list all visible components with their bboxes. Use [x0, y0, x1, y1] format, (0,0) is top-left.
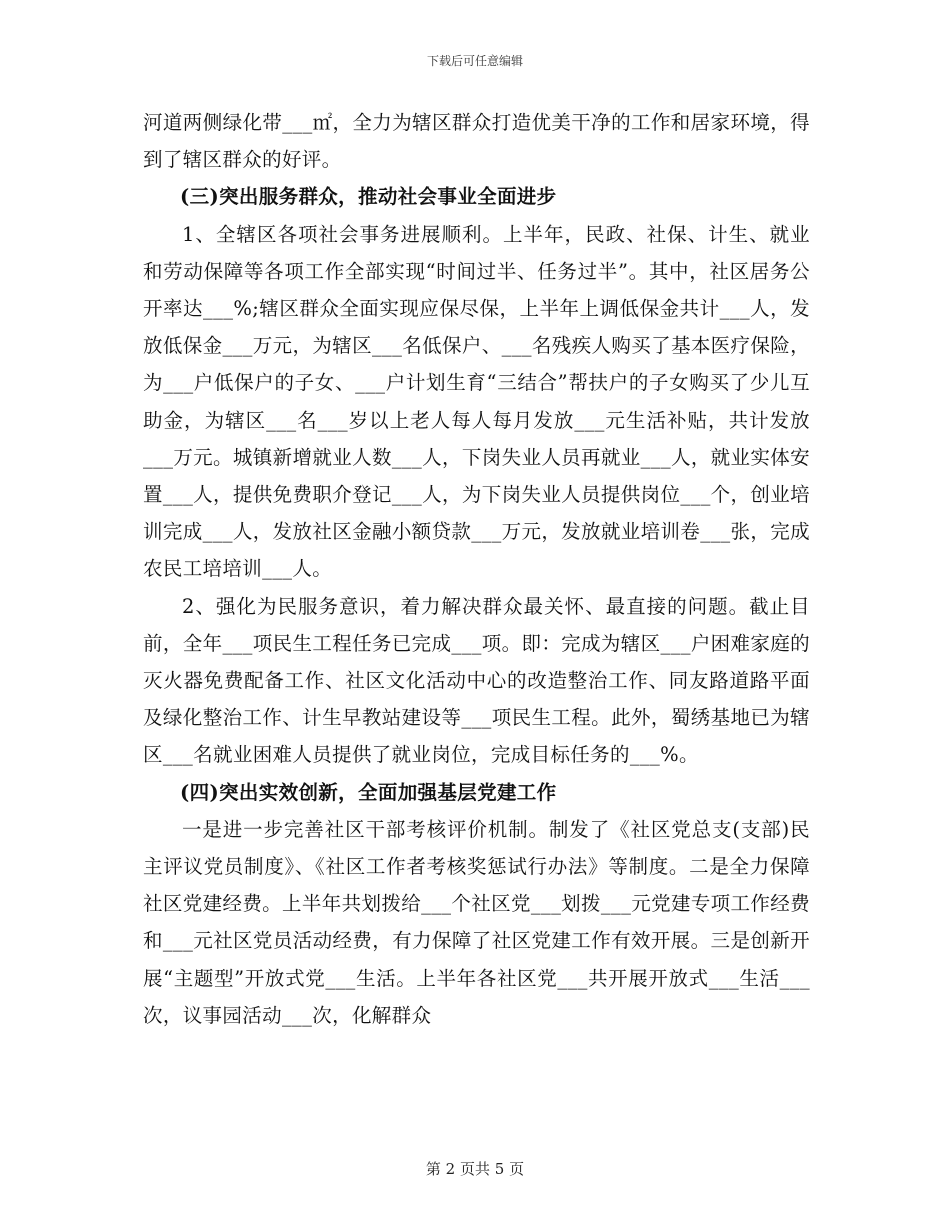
section-heading-4: (四)突出实效创新，全面加强基层党建工作	[180, 780, 557, 804]
document-body	[143, 104, 810, 1034]
paragraph-continuation: 河道两侧绿化带___㎡，全力为辖区群众打造优美干净的工作和居家环境，得到了辖区群众的好评。	[143, 111, 810, 172]
paragraph-social-affairs: 1、全辖区各项社会事务进展顺利。上半年，民政、社保、计生、就业和劳动保障等各项工作全部实现“时间过半、任务过半”。其中，社区居务公开率达___%;辖区群众全面实现应保尽保，上半年上调低保金共计___人，发放低保金___万元，为辖区___名低保户、___名残疾人购买了基本医疗保险，为___户低保户的子女、___户计划生育“三结合”帮扶户的子女购买了少儿互助金，为辖区___名___岁以上老人每人每月发放___元生活补贴，共计发放___万元。城镇新增就业人数___人，下岗失业人员再就业___人，就业实体安置___人，提供免费职介登记___人，为下岗失业人员提供岗位___个，创业培训完成___人，发放社区金融小额贷款___万元，发放就业培训卷___张，完成农民工培培训___人。	[143, 222, 810, 581]
paragraph-public-service: 2、强化为民服务意识，着力解决群众最关怀、最直接的问题。截止目前，全年___项民生工程任务已完成___项。即：完成为辖区___户困难家庭的灭火器免费配备工作、社区文化活动中心的改造整治工作、同友路道路平面及绿化整治工作、计生早教站建设等___项民生工程。此外，蜀绣基地已为辖区___名就业困难人员提供了就业岗位，完成目标任务的___%。	[143, 594, 810, 767]
section-heading-3: (三)突出服务群众，推动社会事业全面进步	[180, 185, 557, 209]
page-header: 下载后可任意编辑	[426, 54, 523, 68]
paragraph-party-building: 一是进一步完善社区干部考核评价机制。制发了《社区党总支(支部)民主评议党员制度》、《社区工作者考核奖惩试行办法》等制度。二是全力保障社区党建经费。上半年共划拨给___个社区党___划拨___元党建专项工作经费和___元社区党员活动经费，有力保障了社区党建工作有效开展。三是创新开展“主题型”开放式党___生活。上半年各社区党___共开展开放式___生活___次，议事园活动___次，化解群众	[143, 817, 810, 1027]
page-number: 第 2 页共 5 页	[425, 1160, 525, 1178]
